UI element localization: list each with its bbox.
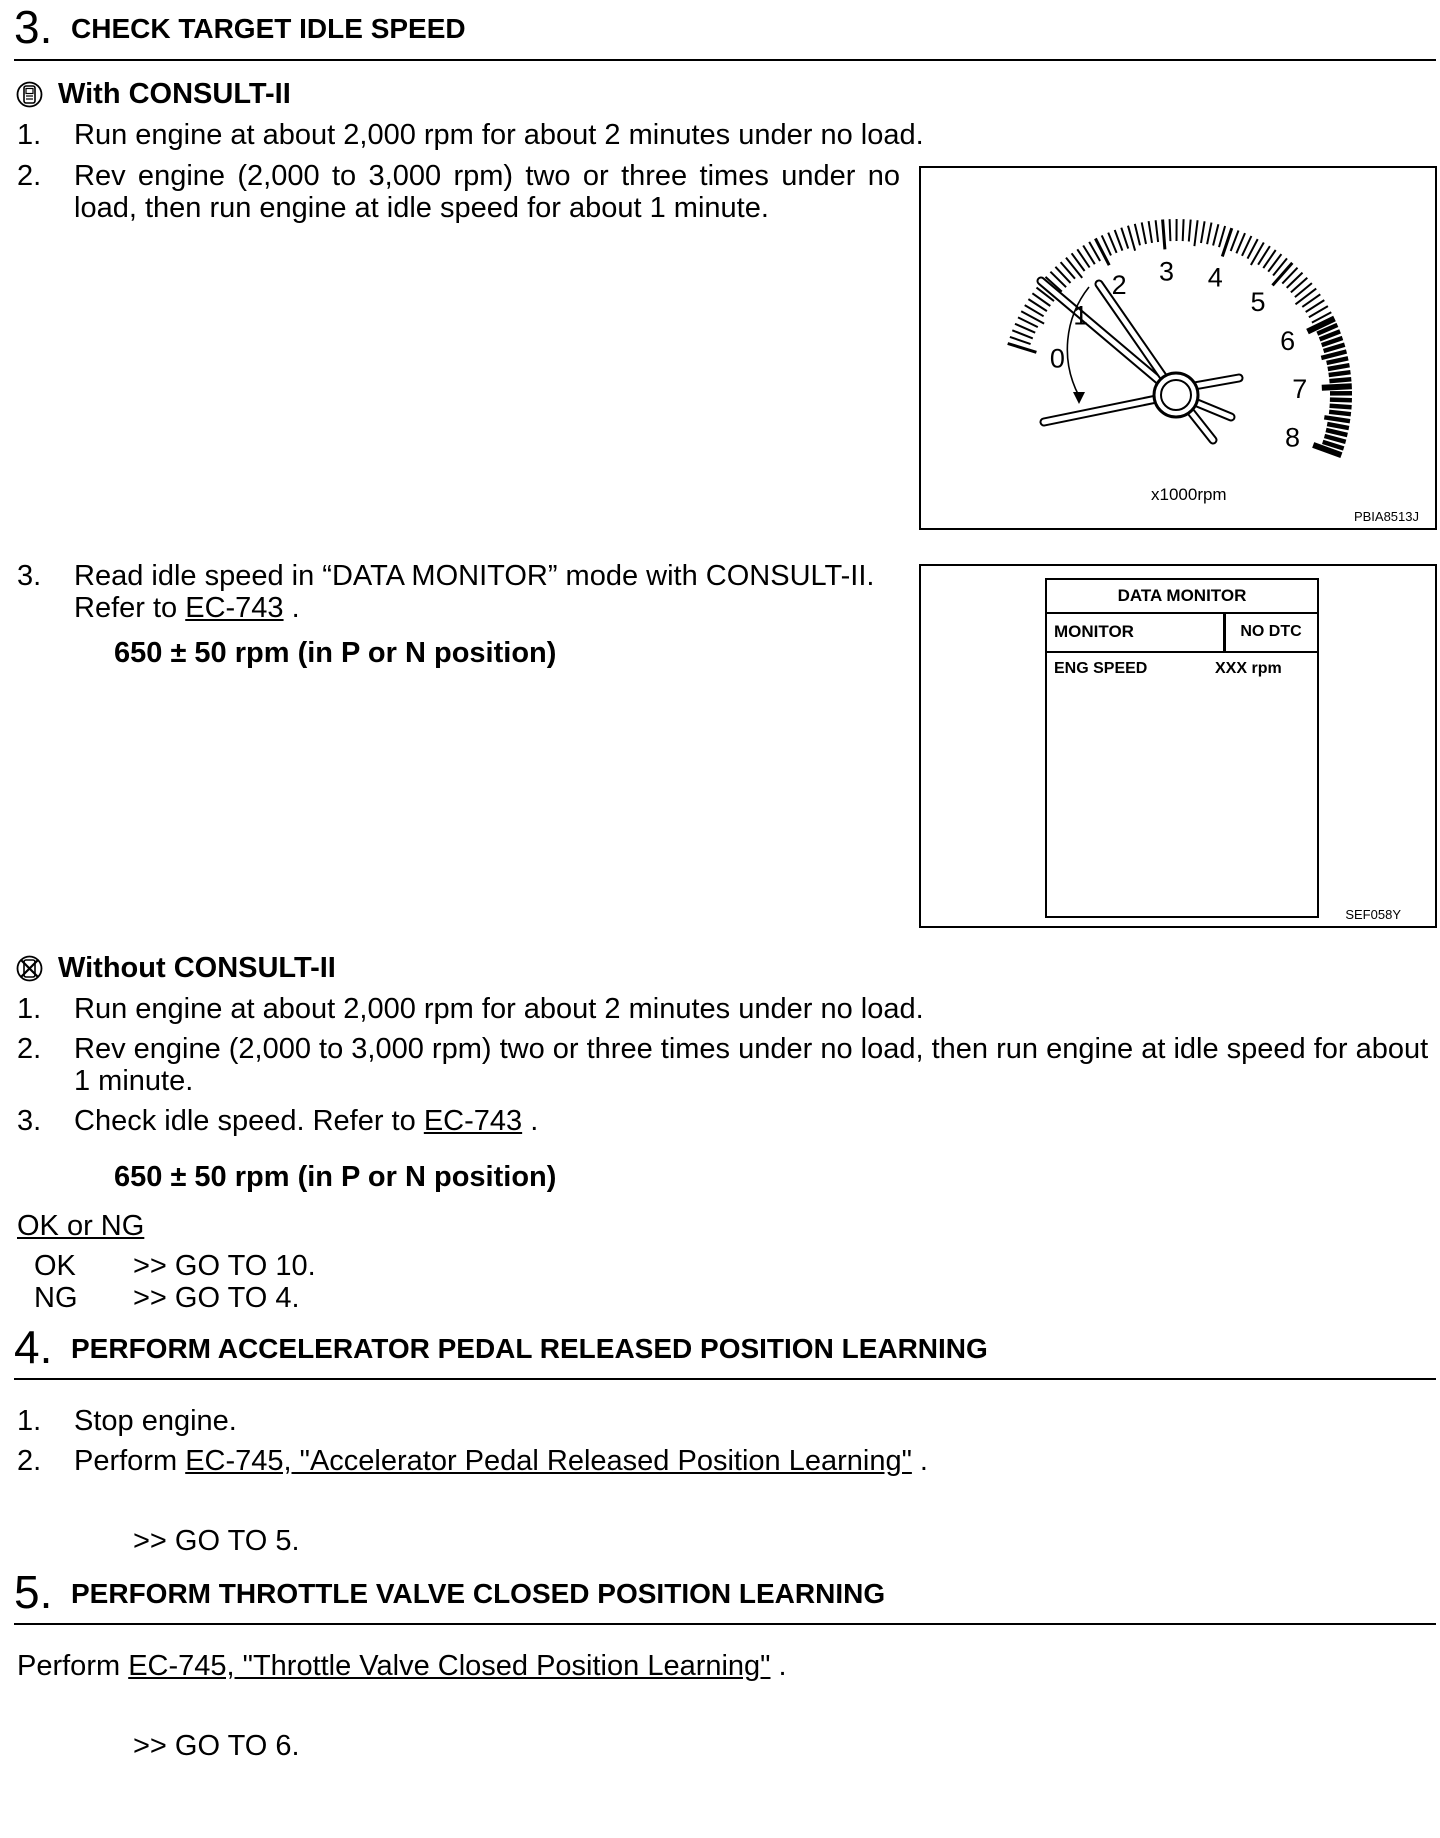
figure-id: SEF058Y bbox=[1345, 907, 1401, 922]
gauge-tick bbox=[1207, 223, 1211, 245]
list-item-text bbox=[74, 1105, 538, 1138]
gauge-label: 8 bbox=[1284, 422, 1301, 453]
list-item-text: Read idle speed in “DATA MONITOR” mode with CONSULT-II. bbox=[74, 560, 875, 592]
list-item-text: load, then run engine at idle speed for about 1 minute. bbox=[74, 192, 769, 224]
step3-title: CHECK TARGET IDLE SPEED bbox=[71, 13, 466, 44]
list-item-text: Stop engine. bbox=[74, 1405, 237, 1437]
list-item-text: Rev engine (2,000 to 3,000 rpm) two or three times under no bbox=[74, 160, 900, 192]
gauge-tick bbox=[1115, 230, 1123, 251]
check-idle-text: Check idle speed. Refer to bbox=[74, 1105, 416, 1137]
step3-rule bbox=[14, 59, 1436, 61]
gauge-tick bbox=[1287, 273, 1303, 288]
step5-text bbox=[17, 1650, 787, 1683]
ok-label: OK bbox=[34, 1250, 76, 1282]
gauge-tick bbox=[1213, 224, 1218, 245]
gauge-tick bbox=[1156, 220, 1159, 242]
gauge-tick bbox=[1329, 412, 1351, 414]
gauge-tick bbox=[1330, 400, 1352, 401]
data-monitor-figure bbox=[919, 564, 1437, 928]
gauge-label: 4 bbox=[1207, 262, 1223, 293]
gauge-label: 7 bbox=[1292, 373, 1308, 404]
data-monitor-header-row bbox=[1047, 613, 1317, 653]
list-item-number: 2. bbox=[17, 1033, 42, 1065]
gauge-tick bbox=[1326, 430, 1347, 435]
monitor-column-label: MONITOR bbox=[1054, 622, 1134, 641]
list-item-number: 1. bbox=[17, 119, 42, 151]
step4-number: 4. bbox=[14, 1321, 53, 1373]
gauge-tick bbox=[1050, 272, 1066, 288]
gauge-tick bbox=[1010, 337, 1031, 344]
gauge-tick bbox=[1296, 289, 1317, 305]
step4-title: PERFORM ACCELERATOR PEDAL RELEASED POSITION LEARNING bbox=[71, 1333, 988, 1364]
step5-rule bbox=[14, 1623, 1436, 1625]
goto-action: >> GO TO 5. bbox=[133, 1525, 300, 1557]
gauge-tick bbox=[1330, 406, 1352, 408]
result-heading: OK or NG bbox=[17, 1210, 145, 1242]
gauge-tick bbox=[1201, 221, 1205, 243]
data-monitor-title: DATA MONITOR bbox=[1047, 580, 1317, 614]
idle-speed-spec: 650 ± 50 rpm (in P or N position) bbox=[114, 637, 557, 669]
perform-text: Perform bbox=[74, 1445, 178, 1477]
eng-speed-label: ENG SPEED bbox=[1054, 660, 1148, 677]
ec-743-link[interactable]: EC-743 bbox=[423, 1105, 523, 1137]
gauge-tick bbox=[1128, 226, 1135, 251]
dtc-status: NO DTC bbox=[1240, 623, 1302, 640]
tachometer-figure bbox=[919, 166, 1437, 530]
gauge-tick bbox=[1183, 219, 1184, 241]
gauge-tick bbox=[1291, 278, 1307, 293]
gauge-label: 3 bbox=[1158, 256, 1175, 287]
step5-number: 5. bbox=[14, 1566, 53, 1618]
gauge-tick bbox=[1135, 224, 1140, 245]
gauge-tick bbox=[1219, 226, 1225, 247]
list-item-text bbox=[74, 1445, 928, 1478]
list-item-text: 1 minute. bbox=[74, 1065, 194, 1097]
gauge-tick bbox=[1329, 379, 1351, 381]
refer-label: Refer to bbox=[74, 592, 178, 624]
refer-tail: . bbox=[770, 1650, 787, 1682]
refer-tail: . bbox=[283, 592, 300, 624]
perform-text: Perform bbox=[17, 1650, 121, 1682]
refer-tail: . bbox=[911, 1445, 928, 1477]
gauge-tick bbox=[1008, 344, 1037, 353]
ok-action: >> GO TO 10. bbox=[133, 1250, 316, 1282]
figure-id: PBIA8513J bbox=[1353, 509, 1419, 524]
ec-743-link[interactable]: EC-743 bbox=[185, 592, 284, 624]
gauge-tick bbox=[1170, 219, 1171, 241]
without-consult-heading: Without CONSULT-II bbox=[58, 952, 336, 984]
ng-action: >> GO TO 4. bbox=[133, 1282, 300, 1314]
gauge-label: 0 bbox=[1049, 343, 1065, 374]
gauge-tick bbox=[1149, 221, 1152, 243]
gauge-tick bbox=[1121, 228, 1128, 249]
gauge-label: 1 bbox=[1073, 300, 1089, 331]
with-consult-heading: With CONSULT-II bbox=[58, 78, 291, 110]
list-item-text: Run engine at about 2,000 rpm for about 2 minutes under no load. bbox=[74, 119, 924, 151]
gauge-tick bbox=[1325, 436, 1346, 442]
gauge-tick bbox=[1066, 258, 1082, 278]
gauge-tick bbox=[1142, 222, 1146, 244]
refer-tail: . bbox=[522, 1105, 539, 1137]
gauge-tick bbox=[1231, 231, 1239, 252]
gauge-tick bbox=[1327, 424, 1349, 428]
step3-number: 3. bbox=[14, 1, 53, 53]
list-item-number: 1. bbox=[17, 1405, 42, 1437]
ec-745-throttle-link[interactable]: EC-745, "Throttle Valve Closed Position Learning" bbox=[128, 1650, 771, 1682]
eng-speed-value: XXX rpm bbox=[1215, 660, 1282, 677]
ng-label: NG bbox=[34, 1282, 78, 1314]
step4-rule bbox=[14, 1378, 1436, 1380]
gauge-tick bbox=[1327, 358, 1349, 363]
gauge-tick bbox=[1189, 220, 1191, 242]
gauge-tick bbox=[1055, 267, 1070, 283]
idle-speed-spec: 650 ± 50 rpm (in P or N position) bbox=[114, 1161, 557, 1193]
gauge-label: 5 bbox=[1250, 287, 1266, 317]
gauge-tick bbox=[1194, 220, 1197, 246]
no-consult-icon bbox=[16, 955, 43, 982]
tachometer-gauge bbox=[921, 168, 1434, 527]
step5-title: PERFORM THROTTLE VALVE CLOSED POSITION LEARNING bbox=[71, 1578, 886, 1609]
goto-action: >> GO TO 6. bbox=[133, 1730, 300, 1762]
gauge-tick bbox=[1329, 372, 1351, 375]
gauge-label: 6 bbox=[1280, 326, 1296, 357]
gauge-unit: x1000rpm bbox=[1151, 485, 1227, 504]
gauge-tick bbox=[1251, 243, 1264, 266]
gauge-tick bbox=[1012, 330, 1033, 338]
list-item-number: 3. bbox=[17, 560, 42, 592]
gauge-tick bbox=[1322, 386, 1352, 388]
list-item-number: 3. bbox=[17, 1105, 42, 1137]
data-monitor-screen bbox=[1045, 578, 1319, 918]
list-item-number: 1. bbox=[17, 993, 42, 1025]
gauge-tick bbox=[1163, 220, 1165, 250]
gauge-tick bbox=[1095, 239, 1109, 266]
gauge-tick bbox=[1328, 365, 1350, 369]
list-item-number: 2. bbox=[17, 160, 42, 192]
consult-tool-icon bbox=[16, 81, 43, 108]
list-item-text: Run engine at about 2,000 rpm for about 2 minutes under no load. bbox=[74, 993, 924, 1025]
gauge-label: 2 bbox=[1111, 269, 1127, 300]
list-item-text: Rev engine (2,000 to 3,000 rpm) two or three times under no load, then run engine at idle speed for about bbox=[74, 1033, 1429, 1065]
list-item-text bbox=[74, 592, 300, 625]
list-item-number: 2. bbox=[17, 1445, 42, 1477]
ec-745-accelerator-link[interactable]: EC-745, "Accelerator Pedal Released Position Learning" bbox=[185, 1445, 912, 1477]
gauge-tick bbox=[1324, 417, 1350, 421]
